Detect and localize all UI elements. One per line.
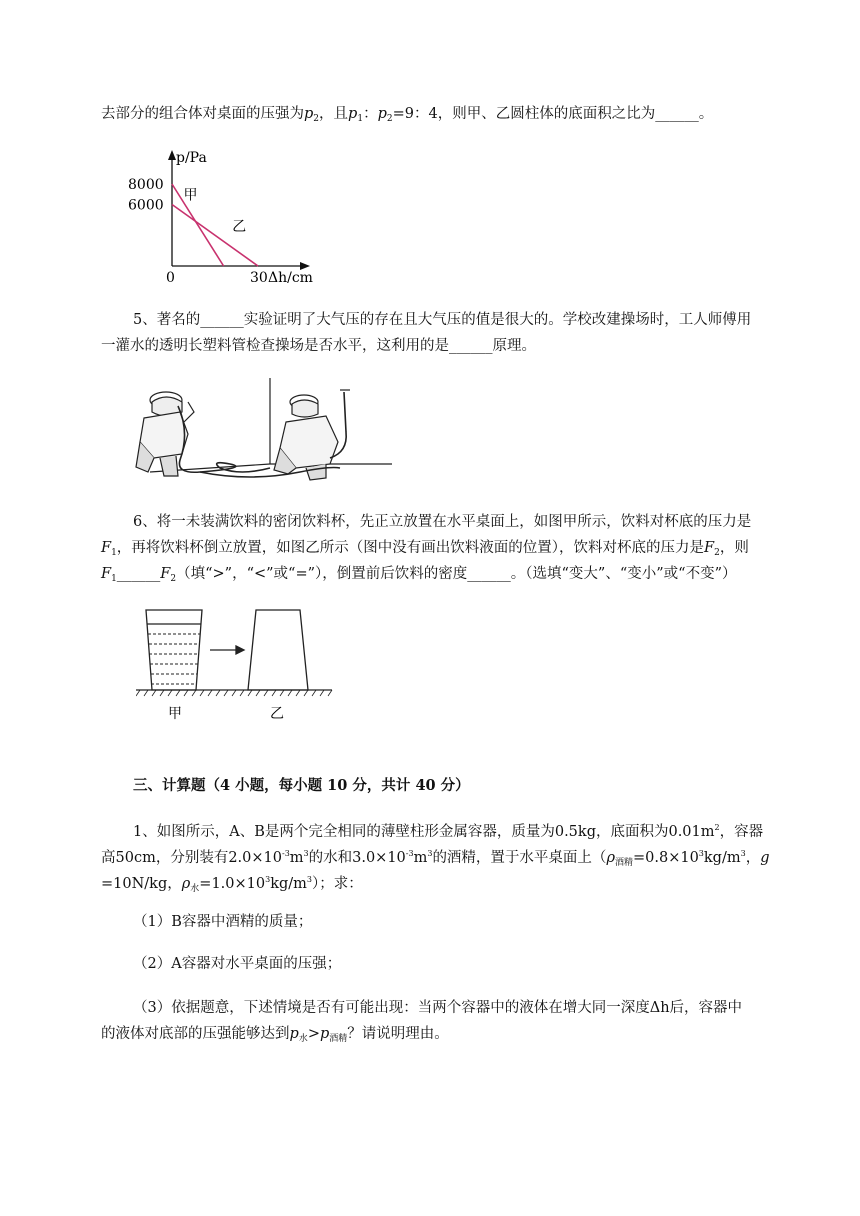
q6-line-1: 6、将一未装满饮料的密闭饮料杯，先正立放置在水平桌面上，如图甲所示，饮料对杯底的压力是 — [133, 514, 752, 530]
intro-text-1: 去部分的组合体对桌面的压强为 — [101, 106, 304, 122]
x-axis-label: Δh/cm — [268, 270, 313, 286]
label-jia: 甲 — [168, 706, 182, 722]
subscript: 1 — [111, 548, 117, 558]
y-axis-arrow — [168, 150, 176, 160]
intro-text-2: ，且 — [319, 106, 349, 122]
calc1-text: m — [289, 850, 304, 866]
calc1-line-3 — [101, 870, 363, 899]
calc1-text: 的酒精，置于水平桌面上（ — [432, 850, 607, 866]
calc1-sub-3-line-1: （3）依据题意，下述情境是否有可能出现：当两个容器中的液体在增大同一深度Δh后，容器中 — [133, 1000, 743, 1016]
intro-text-3: ： — [363, 106, 378, 122]
calc1-text: =10N/kg， — [101, 876, 182, 892]
y-axis-label: p/Pa — [176, 150, 207, 166]
calc1-sub-3-line-2 — [101, 1024, 449, 1049]
subscript: 水 — [190, 884, 200, 894]
subscript: 2 — [313, 114, 320, 124]
q6-text: ，则 — [719, 540, 749, 556]
y-tick-label: 6000 — [128, 197, 164, 214]
series-line — [172, 184, 224, 266]
subscript: 酒精 — [614, 858, 633, 868]
series-line — [172, 205, 258, 267]
calc1-text: kg/m — [270, 876, 307, 892]
workers-level-tube-illustration — [130, 372, 395, 484]
symbol-f2: F — [160, 566, 171, 582]
calc1-text: ，容器 — [719, 824, 764, 840]
q6-text: ，再将饮料杯倒立放置，如图乙所示（图中没有画出饮料液面的位置），饮料对杯底的压力是 — [116, 540, 705, 556]
superscript: 3 — [740, 849, 746, 858]
origin-label: 0 — [166, 270, 175, 286]
q6-line-3 — [101, 564, 737, 589]
symbol-f2: F — [704, 540, 715, 556]
superscript: 3 — [306, 875, 312, 884]
subscript: 2 — [170, 574, 177, 584]
y-tick-label: 8000 — [128, 177, 164, 193]
calc1-text: m — [413, 850, 428, 866]
superscript: 3 — [427, 849, 433, 858]
superscript: 3 — [303, 849, 309, 858]
superscript: -3 — [281, 849, 290, 858]
calc1-text: kg/m — [703, 850, 741, 866]
superscript: 3 — [698, 849, 704, 858]
section-3-title: 三、计算题（4 小题，每小题 10 分，共计 40 分） — [133, 777, 470, 794]
calc1-line-1 — [133, 818, 763, 842]
q6-text: （填“>”，“<”或“=”），倒置前后饮料的密度______。（选填“变大”、“变小”或“不变”） — [176, 566, 737, 582]
calc1-text: 1、如图所示，A、B是两个完全相同的薄壁柱形金属容器，质量为0.5kg，底面积为0.01m — [133, 824, 715, 840]
q5-line-2: 一灌水的透明长塑料管检查操场是否水平，这利用的是______原理。 — [101, 338, 536, 354]
symbol-g: g — [760, 850, 770, 866]
pressure-depth-chart — [128, 142, 338, 287]
subscript: 1 — [111, 574, 117, 584]
symbol-rho: ρ — [181, 876, 191, 892]
cup-inversion-figure — [136, 600, 336, 722]
q5-line-1: 5、著名的______实验证明了大气压的存在且大气压的值是很大的。学校改建操场时，工人师傅用 — [133, 312, 752, 328]
series-label: 甲 — [183, 187, 198, 204]
calc1-text: ）；求： — [312, 876, 363, 892]
x-tick-label: 30 — [250, 270, 268, 286]
superscript: -3 — [405, 849, 414, 858]
series-label: 乙 — [232, 219, 247, 236]
symbol-f1: F — [101, 566, 112, 582]
symbol-p1: p — [348, 106, 358, 122]
superscript: 2 — [714, 823, 720, 832]
subscript: 水 — [298, 1034, 308, 1044]
calc1-text: 高50cm，分别装有2.0×10 — [101, 850, 282, 866]
calc1-text: 的水和3.0×10 — [308, 850, 406, 866]
calc1-sub-1: （1）B容器中酒精的质量； — [133, 914, 313, 930]
subscript: 酒精 — [329, 1034, 348, 1044]
q6-line-2 — [101, 538, 749, 563]
greater-than-sign: > — [307, 1026, 320, 1042]
symbol-p2: p — [377, 106, 387, 122]
calc1-sub-2: （2）A容器对水平桌面的压强； — [133, 956, 342, 972]
label-yi: 乙 — [270, 706, 284, 722]
x-axis-arrow — [300, 262, 310, 270]
symbol-p: p — [289, 1026, 299, 1042]
intro-text-4: =9：4，则甲、乙圆柱体的底面积之比为______。 — [392, 106, 714, 122]
symbol-rho: ρ — [606, 850, 615, 866]
subscript: 2 — [386, 114, 393, 124]
calc1-text: ？请说明理由。 — [347, 1026, 449, 1042]
symbol-p2: p — [304, 106, 314, 122]
calc1-text: 的液体对底部的压强能够达到 — [101, 1026, 290, 1042]
symbol-f1: F — [101, 540, 112, 556]
superscript: 3 — [265, 875, 271, 884]
calc1-text: ， — [745, 850, 761, 866]
calc1-text: =0.8×10 — [632, 850, 699, 866]
calc1-text: =1.0×10 — [199, 876, 266, 892]
subscript: 1 — [357, 114, 364, 124]
symbol-p: p — [319, 1026, 330, 1042]
intro-line — [101, 104, 713, 129]
calc1-line-2 — [101, 844, 769, 873]
subscript: 2 — [714, 548, 720, 558]
answer-blank: ______ — [116, 566, 161, 582]
